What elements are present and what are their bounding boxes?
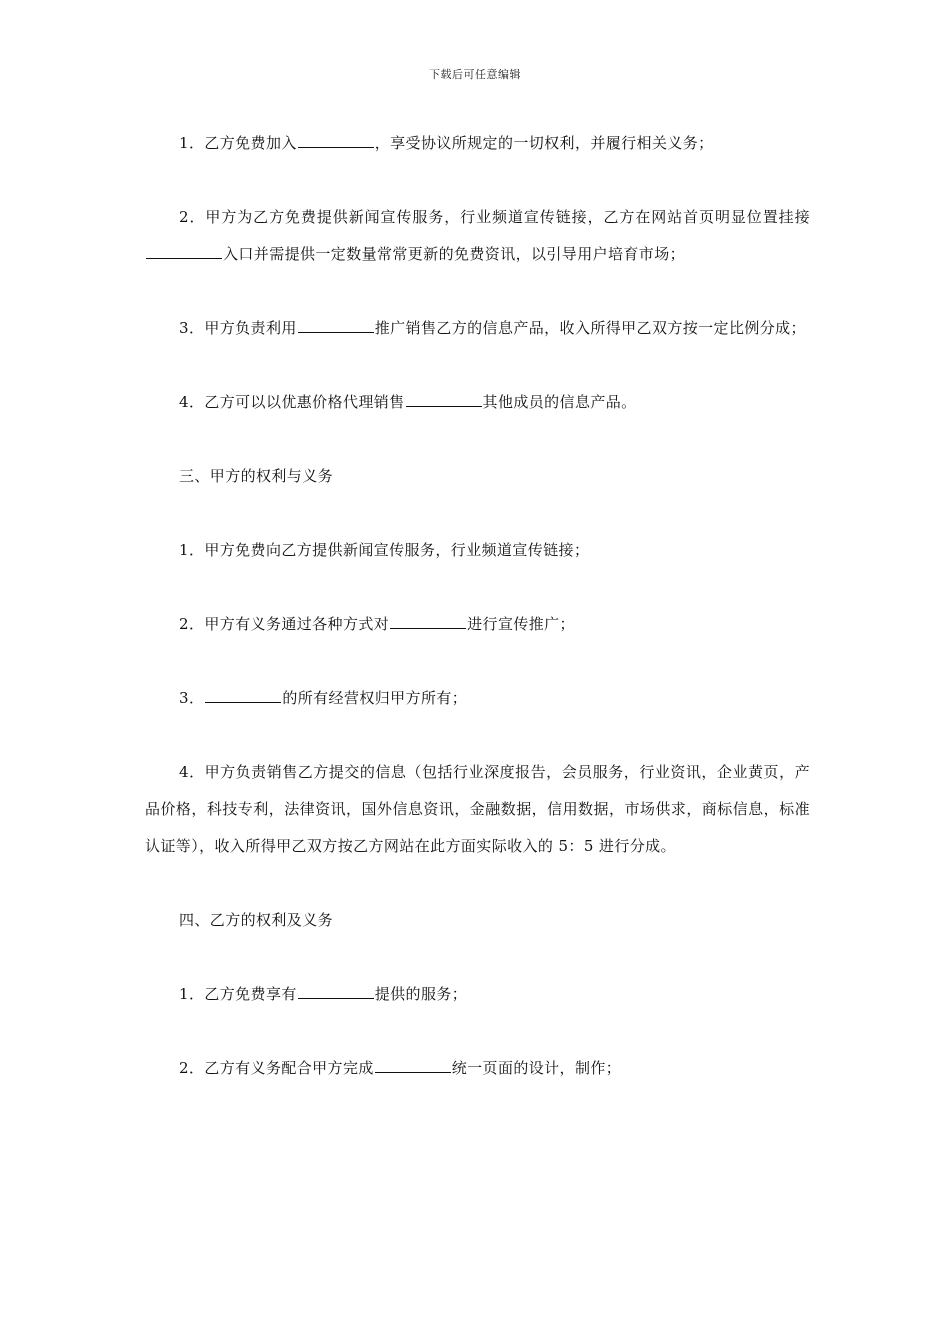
- clause-2-4: [145, 384, 810, 421]
- clause-3-4: 4．甲方负责销售乙方提交的信息（包括行业深度报告，会员服务，行业资讯，企业黄页，产品价格，科技专利，法律资讯，国外信息资讯，金融数据，信用数据，市场供求，商标信息，标准认证等），收入所得甲乙双方按乙方网站在此方面实际收入的 5：5 进行分成。: [145, 763, 810, 855]
- clause-text: 1．乙方免费享有: [179, 985, 297, 1003]
- clause-text: 2．乙方有义务配合甲方完成: [179, 1059, 374, 1077]
- clause-3-1: 1．甲方免费向乙方提供新闻宣传服务，行业频道宣传链接；: [179, 541, 590, 559]
- clause-3-3: [145, 680, 810, 717]
- clause-text: 1．乙方免费加入: [179, 134, 297, 152]
- clause-text: 4．乙方可以以优惠价格代理销售: [179, 393, 405, 411]
- clause-text: 推广销售乙方的信息产品，收入所得甲乙双方按一定比例分成；: [374, 319, 806, 337]
- clause-4-2: [145, 1050, 810, 1087]
- clause-text: 统一页面的设计，制作；: [451, 1059, 622, 1077]
- clause-2-3: [145, 310, 810, 347]
- blank-line: [390, 614, 466, 629]
- clause-3-2: [145, 606, 810, 643]
- blank-line: [375, 1058, 451, 1073]
- section-heading-4: 四、乙方的权利及义务: [179, 911, 334, 929]
- clause-text: 3．甲方负责利用: [179, 319, 297, 337]
- clause-text: 其他成员的信息产品。: [482, 393, 637, 411]
- clause-text: 进行宣传推广；: [467, 615, 575, 633]
- clause-text: 2．甲方有义务通过各种方式对: [179, 615, 390, 633]
- blank-line: [205, 688, 281, 703]
- blank-line: [298, 133, 374, 148]
- clause-text: 提供的服务；: [374, 985, 468, 1003]
- clause-text: 的所有经营权归甲方所有；: [282, 689, 468, 707]
- clause-4-1: [145, 976, 810, 1013]
- blank-line: [298, 318, 374, 333]
- section-heading-3: 三、甲方的权利与义务: [179, 467, 334, 485]
- clause-2-2: [145, 199, 810, 273]
- clause-2-1: [145, 125, 810, 162]
- header-note: 下载后可任意编辑: [429, 68, 521, 81]
- clause-text: 2．甲方为乙方免费提供新闻宣传服务，行业频道宣传链接，乙方在网站首页明显位置挂接: [179, 208, 810, 226]
- blank-line: [406, 392, 482, 407]
- document-body: [145, 125, 810, 1087]
- blank-line: [146, 244, 222, 259]
- blank-line: [298, 984, 374, 999]
- clause-text: 3．: [179, 689, 205, 707]
- clause-text: ，享受协议所规定的一切权利，并履行相关义务；: [374, 134, 714, 152]
- clause-text: 入口并需提供一定数量常常更新的免费资讯，以引导用户培育市场；: [223, 245, 686, 263]
